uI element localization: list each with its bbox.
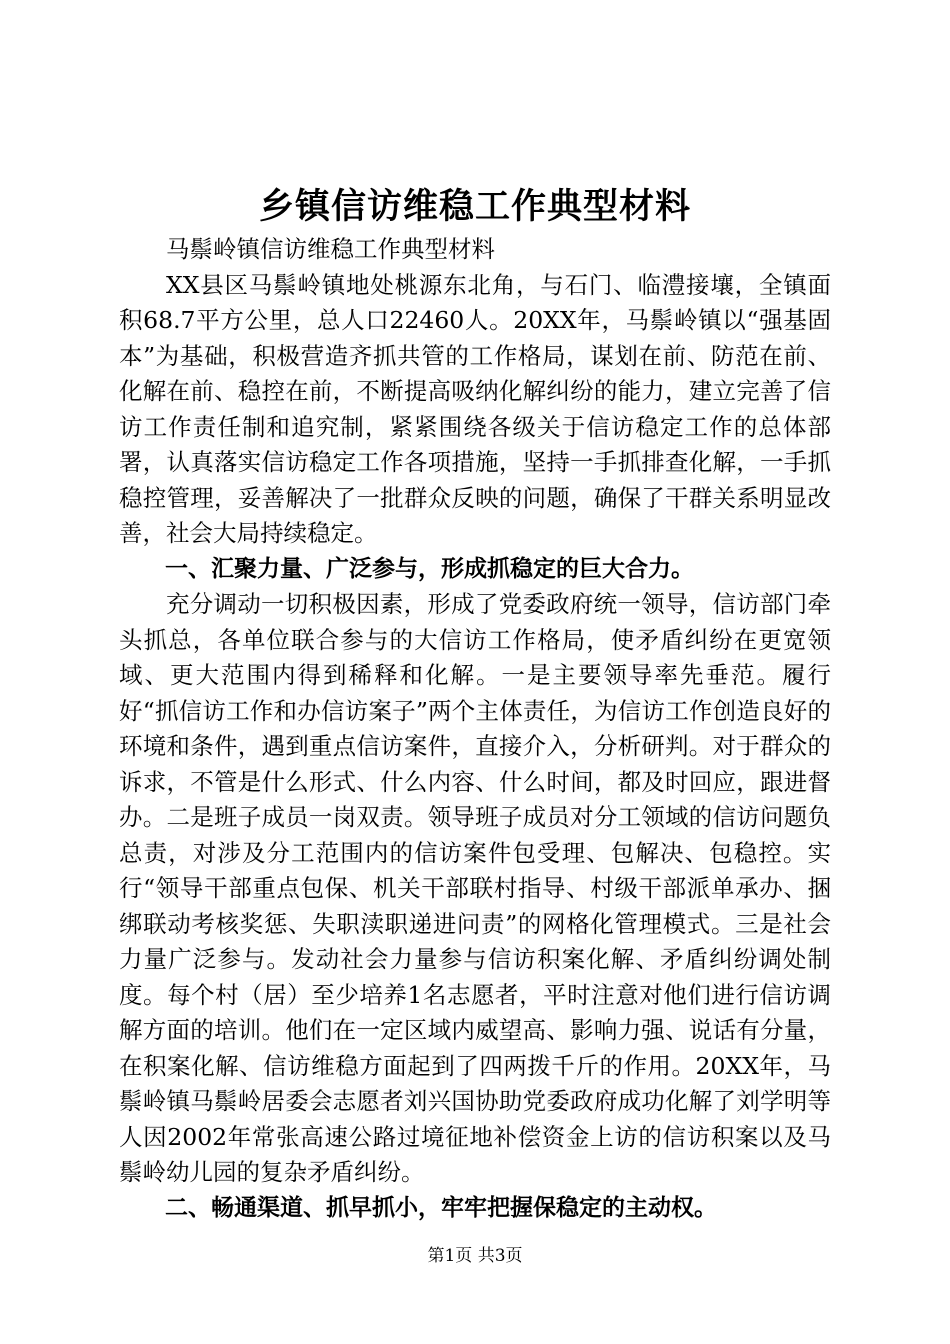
page-indicator: 第1页 共3页: [427, 1246, 523, 1266]
section-heading-1: 一、汇聚力量、广泛参与，形成抓稳定的巨大合力。: [165, 555, 694, 582]
document-body: [119, 232, 831, 1226]
section-1-paragraph: 充分调动一切积极因素，形成了党委政府统一领导，信访部门牵头抓总，各单位联合参与的大信访工作格局，使矛盾纠纷在更宽领域、更大范围内得到稀释和化解。一是主要领导率先垂范。履行好“抓信访工作和办信访案子”两个主体责任，为信访工作创造良好的环境和条件，遇到重点信访案件，直接介入，分析研判。对于群众的诉求，不管是什么形式、什么内容、什么时间，都及时回应，跟进督办。二是班子成员一岗双责。领导班子成员对分工领域的信访问题负总责，对涉及分工范围内的信访案件包受理、包解决、包稳控。实行“领导干部重点包保、机关干部联村指导、村级干部派单承办、捆绑联动考核奖惩、失职渎职递进问责”的网格化管理模式。三是社会力量广泛参与。发动社会力量参与信访积案化解、矛盾纠纷调处制度。每个村（居）至少培养1名志愿者，平时注意对他们进行信访调解方面的培训。他们在一定区域内威望高、影响力强、说话有分量，在积案化解、信访维稳方面起到了四两拨千斤的作用。20XX年，马鬃岭镇马鬃岭居委会志愿者刘兴国协助党委政府成功化解了刘学明等人因2002年常张高速公路过境征地补偿资金上访的信访积案以及马鬃岭幼儿园的复杂矛盾纠纷。: [119, 590, 831, 1186]
subtitle-paragraph: 马鬃岭镇信访维稳工作典型材料: [166, 235, 495, 263]
section-heading-2: 二、畅通渠道、抓早抓小，牢牢把握保稳定的主动权。: [165, 1194, 717, 1221]
intro-paragraph: XX县区马鬃岭镇地处桃源东北角，与石门、临澧接壤，全镇面积68.7平方公里，总人口22460人。20XX年，马鬃岭镇以“强基固本”为基础，积极营造齐抓共管的工作格局，谋划在前、防范在前、化解在前、稳控在前，不断提高吸纳化解纠纷的能力，建立完善了信访工作责任制和追究制，紧紧围绕各级关于信访稳定工作的总体部署，认真落实信访稳定工作各项措施，坚持一手抓排查化解，一手抓稳控管理，妥善解决了一批群众反映的问题，确保了干群关系明显改善，社会大局持续稳定。: [119, 270, 831, 547]
document-title: 乡镇信访维稳工作典型材料: [258, 187, 691, 227]
